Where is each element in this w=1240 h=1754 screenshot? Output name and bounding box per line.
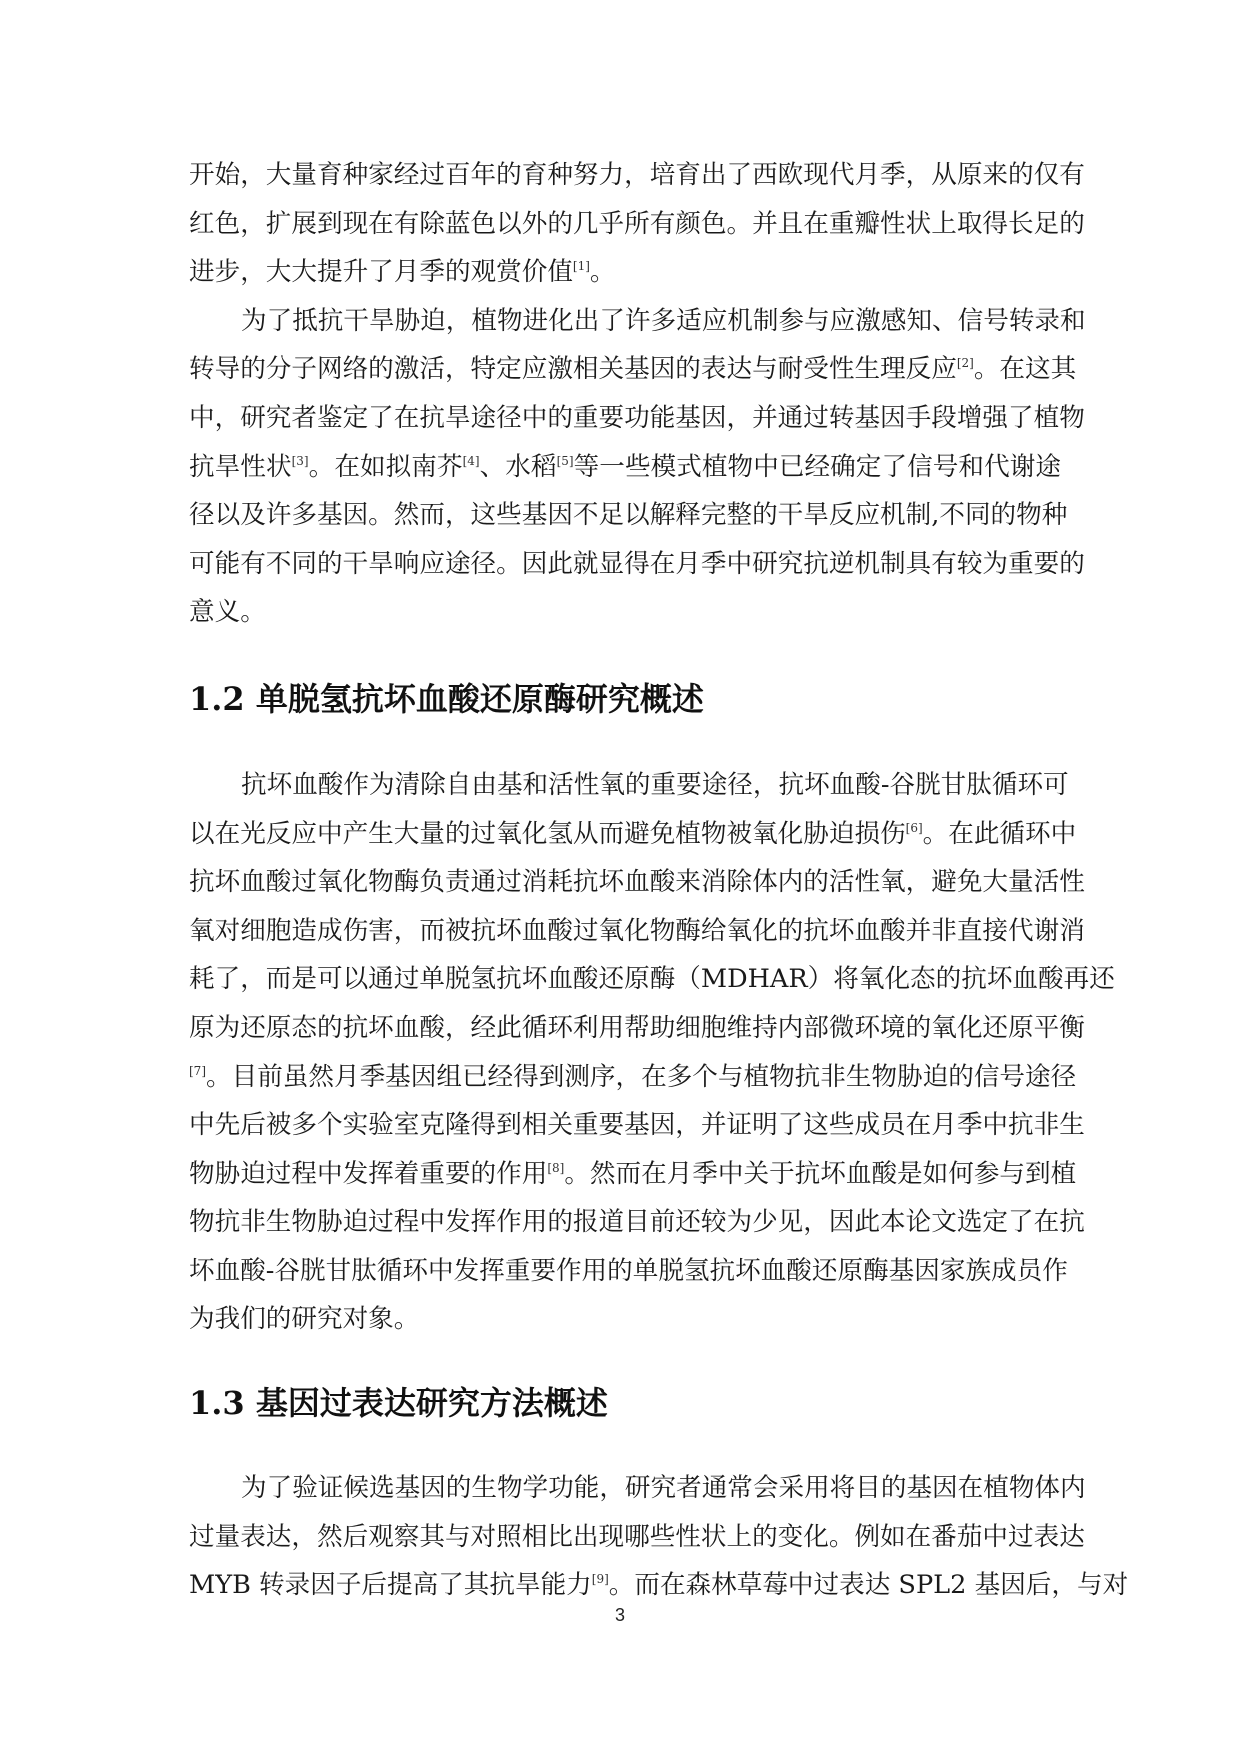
- page-number: 3: [614, 1605, 625, 1625]
- text-line: [189, 955, 1115, 1004]
- text-segment: 。在此循环中: [922, 818, 1077, 849]
- text-line: [189, 345, 1077, 394]
- text-segment: 过量表达，然后观察其与对照相比出现哪些性状上的变化。例如在番茄中过表达: [189, 1521, 1085, 1552]
- text-line: [189, 491, 1068, 540]
- citation-reference[interactable]: [3]: [291, 453, 309, 468]
- paragraph: [189, 297, 1086, 637]
- text-segment: 。目前虽然月季基因组已经得到测序，在多个与植物抗非生物胁迫的信号途径: [206, 1061, 1077, 1092]
- text-segment: 。在这其: [973, 354, 1077, 385]
- text-segment: 径以及许多基因。然而，这些基因不足以解释完整的干旱反应机制,不同的物种: [189, 500, 1068, 531]
- text-line: [189, 1464, 1086, 1513]
- citation-reference[interactable]: [6]: [905, 820, 923, 835]
- text-line: [189, 1513, 1085, 1562]
- text-segment: 可能有不同的干旱响应途径。因此就显得在月季中研究抗逆机制具有较为重要的: [189, 548, 1085, 579]
- text-segment: 转导的分子网络的激活，特定应激相关基因的表达与耐受性生理反应: [189, 354, 957, 385]
- text-line: [189, 443, 1061, 492]
- text-line: [189, 1150, 1077, 1199]
- text-segment: 意义。: [189, 597, 266, 628]
- text-segment: 红色，扩展到现在有除蓝色以外的几乎所有颜色。并且在重瓣性状上取得长足的: [189, 208, 1085, 239]
- text-segment: 物胁迫过程中发挥着重要的作用: [189, 1158, 548, 1189]
- text-line: [189, 1247, 1068, 1296]
- text-line: [189, 1561, 1129, 1610]
- text-segment: 以在光反应中产生大量的过氧化氢从而避免植物被氧化胁迫损伤: [189, 818, 906, 849]
- text-segment: 。: [589, 257, 616, 288]
- text-line: [189, 394, 1085, 443]
- text-line: [189, 1295, 1061, 1344]
- citation-reference[interactable]: [9]: [591, 1572, 609, 1587]
- text-segment: 。在如拟南芥: [308, 451, 463, 482]
- paragraph: [189, 761, 1115, 1344]
- citation-reference[interactable]: [8]: [547, 1160, 565, 1175]
- text-segment: 抗旱性状: [189, 451, 292, 482]
- document-page-body: [189, 151, 1129, 1610]
- section-heading: 1.3 基因过表达研究方法概述: [189, 1384, 608, 1423]
- text-segment: 、水稻: [479, 451, 557, 482]
- text-segment: MYB 转录因子后提高了其抗旱能力: [189, 1570, 592, 1601]
- text-segment: 抗坏血酸作为清除自由基和活性氧的重要途径，抗坏血酸-谷胱甘肽循环可: [241, 769, 1069, 800]
- text-line: [189, 248, 1061, 297]
- text-segment: 中先后被多个实验室克隆得到相关重要基因，并证明了这些成员在月季中抗非生: [189, 1110, 1085, 1141]
- text-line: [189, 810, 1077, 859]
- text-segment: 抗坏血酸过氧化物酶负责通过消耗抗坏血酸来消除体内的活性氧，避免大量活性: [189, 867, 1085, 898]
- text-segment: 为了验证候选基因的生物学功能，研究者通常会采用将目的基因在植物体内: [241, 1473, 1086, 1504]
- text-line: [189, 200, 1085, 249]
- paragraph: [189, 151, 1085, 297]
- text-segment: 耗了，而是可以通过单脱氢抗坏血酸还原酶（MDHAR）将氧化态的抗坏血酸再还: [189, 964, 1115, 995]
- text-line: [189, 1004, 1085, 1053]
- citation-reference[interactable]: [2]: [956, 356, 974, 371]
- text-segment: 氧对细胞造成伤害，而被抗坏血酸过氧化物酶给氧化的抗坏血酸并非直接代谢消: [189, 915, 1085, 946]
- text-line: [189, 1053, 1077, 1102]
- text-line: [189, 297, 1086, 346]
- text-segment: 。而在森林草莓中过表达 SPL2 基因后，与对: [608, 1570, 1129, 1601]
- text-line: [189, 1198, 1085, 1247]
- text-line: [189, 907, 1085, 956]
- text-segment: 坏血酸-谷胱甘肽循环中发挥重要作用的单脱氢抗坏血酸还原酶基因家族成员作: [189, 1255, 1068, 1286]
- text-line: [189, 1101, 1085, 1150]
- text-line: [189, 151, 1085, 200]
- text-segment: 等一些模式植物中已经确定了信号和代谢途: [573, 451, 1061, 482]
- text-segment: 进步，大大提升了月季的观赏价值: [189, 257, 573, 288]
- citation-reference[interactable]: [5]: [556, 453, 574, 468]
- text-segment: 开始，大量育种家经过百年的育种努力，培育出了西欧现代月季，从原来的仅有: [189, 160, 1085, 190]
- section-heading: 1.2 单脱氢抗坏血酸还原酶研究概述: [189, 679, 704, 718]
- text-line: [189, 540, 1085, 589]
- paragraph: [189, 1464, 1129, 1610]
- text-segment: 原为还原态的抗坏血酸，经此循环利用帮助细胞维持内部微环境的氧化还原平衡: [189, 1012, 1085, 1043]
- text-line: [189, 761, 1069, 810]
- citation-reference[interactable]: [7]: [189, 1063, 206, 1078]
- text-segment: 为了抵抗干旱胁迫，植物进化出了许多适应机制参与应激感知、信号转录和: [241, 305, 1086, 336]
- citation-reference[interactable]: [4]: [462, 453, 480, 468]
- citation-reference[interactable]: [1]: [572, 259, 590, 274]
- text-line: [189, 588, 1061, 637]
- text-segment: 中，研究者鉴定了在抗旱途径中的重要功能基因，并通过转基因手段增强了植物: [189, 402, 1085, 433]
- text-segment: 物抗非生物胁迫过程中发挥作用的报道目前还较为少见，因此本论文选定了在抗: [189, 1207, 1085, 1238]
- text-segment: 。然而在月季中关于抗坏血酸是如何参与到植: [564, 1158, 1077, 1189]
- text-line: [189, 858, 1085, 907]
- text-segment: 为我们的研究对象。: [189, 1304, 420, 1335]
